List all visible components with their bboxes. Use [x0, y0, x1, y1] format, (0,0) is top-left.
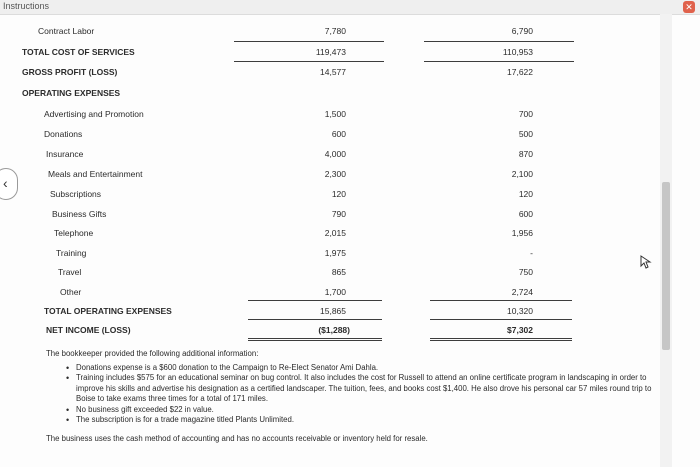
- row-value-2: 120: [518, 189, 533, 199]
- row-label: TOTAL OPERATING EXPENSES: [44, 306, 172, 316]
- table-row: [0, 267, 661, 283]
- note-text: The subscription is for a trade magazine titled Plants Unlimited.: [76, 415, 294, 424]
- table-row: [0, 109, 661, 125]
- bullet-icon: •: [66, 404, 70, 415]
- row-label: Advertising and Promotion: [44, 109, 144, 119]
- row-value-2: $7,302: [507, 325, 533, 335]
- row-label: Subscriptions: [50, 189, 102, 199]
- notes-intro: The bookkeeper provided the following additional information:: [46, 349, 259, 358]
- row-value-2: 10,320: [507, 306, 533, 316]
- row-value-1: 4,000: [324, 149, 346, 159]
- window-title: Instructions: [3, 1, 50, 11]
- divider: [248, 338, 382, 339]
- row-label: Meals and Entertainment: [48, 169, 143, 179]
- row-value-2: 750: [518, 267, 533, 277]
- row-value-1: 1,500: [324, 109, 346, 119]
- row-value-2: 110,953: [502, 47, 533, 57]
- table-row: [0, 169, 661, 185]
- row-label: Business Gifts: [52, 209, 107, 219]
- bullet-icon: •: [66, 373, 70, 383]
- table-row: [0, 129, 661, 145]
- section-header: [0, 88, 661, 104]
- divider: [248, 340, 382, 341]
- list-item: [46, 363, 656, 374]
- row-value-2: 17,622: [507, 67, 533, 77]
- divider: [424, 41, 574, 42]
- row-value-2: 6,790: [511, 26, 533, 36]
- window-titlebar: [0, 0, 700, 15]
- row-label: NET INCOME (LOSS): [46, 325, 131, 335]
- scrollbar-thumb[interactable]: [662, 182, 670, 350]
- table-row: [0, 248, 661, 264]
- row-value-1: 14,577: [320, 67, 346, 77]
- table-row: [0, 67, 661, 83]
- divider: [234, 41, 384, 42]
- list-item: [46, 405, 656, 416]
- row-value-1: 790: [331, 209, 346, 219]
- divider: [430, 300, 572, 301]
- divider: [430, 340, 572, 341]
- list-item: [46, 415, 656, 426]
- table-row: [0, 149, 661, 165]
- row-value-1: 1,975: [324, 248, 346, 258]
- table-row: [0, 209, 661, 225]
- table-row: [0, 189, 661, 205]
- row-label: GROSS PROFIT (LOSS): [22, 67, 118, 77]
- row-value-2: 2,724: [511, 287, 533, 297]
- row-label: Other: [60, 287, 82, 297]
- row-label: TOTAL COST OF SERVICES: [22, 47, 135, 57]
- bullet-icon: •: [66, 415, 70, 425]
- vertical-scrollbar[interactable]: [660, 14, 672, 467]
- divider: [424, 61, 574, 62]
- close-icon[interactable]: ✕: [683, 1, 695, 13]
- row-value-2: 700: [518, 109, 533, 119]
- row-value-1: ($1,288): [318, 325, 350, 335]
- side-panel-toggle[interactable]: [0, 168, 18, 200]
- note-text: No business gift exceeded $22 in value.: [76, 404, 214, 414]
- row-label: Donations: [44, 129, 83, 139]
- row-value-1: 1,700: [324, 287, 346, 297]
- bullet-icon: •: [66, 362, 70, 373]
- row-value-1: 865: [331, 267, 346, 277]
- chevron-left-icon: ‹: [3, 175, 8, 191]
- divider: [430, 319, 572, 320]
- row-value-2: 870: [518, 149, 533, 159]
- note-text: Training includes $575 for an educational seminar on bug control. It also includes the cost for Russell to attend an online certificate program in landscaping in order to improve his skills and advertise his designation as a certified landscaper. The tuition, fees, and books cost $1,400. He also drove his personal car 57 miles round trip to Boise to take exams three times for a total of 171 miles.: [76, 373, 652, 403]
- row-value-1: 15,865: [320, 306, 346, 316]
- row-label: Training: [56, 248, 87, 258]
- divider: [248, 300, 382, 301]
- table-row: [0, 26, 661, 42]
- row-value-2: 500: [518, 129, 533, 139]
- row-value-1: 119,473: [315, 47, 346, 57]
- list-item: [46, 373, 656, 405]
- note-text: Donations expense is a $600 donation to the Campaign to Re-Elect Senator Ami Dahla.: [76, 362, 379, 372]
- row-label: Insurance: [46, 149, 84, 159]
- divider: [430, 338, 572, 339]
- divider: [234, 61, 384, 62]
- row-value-1: 7,780: [324, 26, 346, 36]
- row-label: Contract Labor: [38, 26, 95, 36]
- divider: [248, 319, 382, 320]
- row-value-2: 600: [518, 209, 533, 219]
- row-value-2: 1,956: [511, 228, 533, 238]
- additional-information: [46, 349, 656, 444]
- row-label: OPERATING EXPENSES: [22, 88, 121, 98]
- mouse-cursor-icon: [640, 255, 654, 269]
- row-value-2: 2,100: [511, 169, 533, 179]
- row-value-2: -: [530, 248, 533, 258]
- row-label: Travel: [58, 267, 82, 277]
- notes-footer: The business uses the cash method of accounting and has no accounts receivable or inventory held for resale.: [46, 433, 428, 443]
- row-label: Telephone: [54, 228, 94, 238]
- row-value-1: 2,015: [324, 228, 346, 238]
- row-value-1: 2,300: [324, 169, 346, 179]
- row-value-1: 120: [331, 189, 346, 199]
- row-value-1: 600: [331, 129, 346, 139]
- table-row: [0, 228, 661, 244]
